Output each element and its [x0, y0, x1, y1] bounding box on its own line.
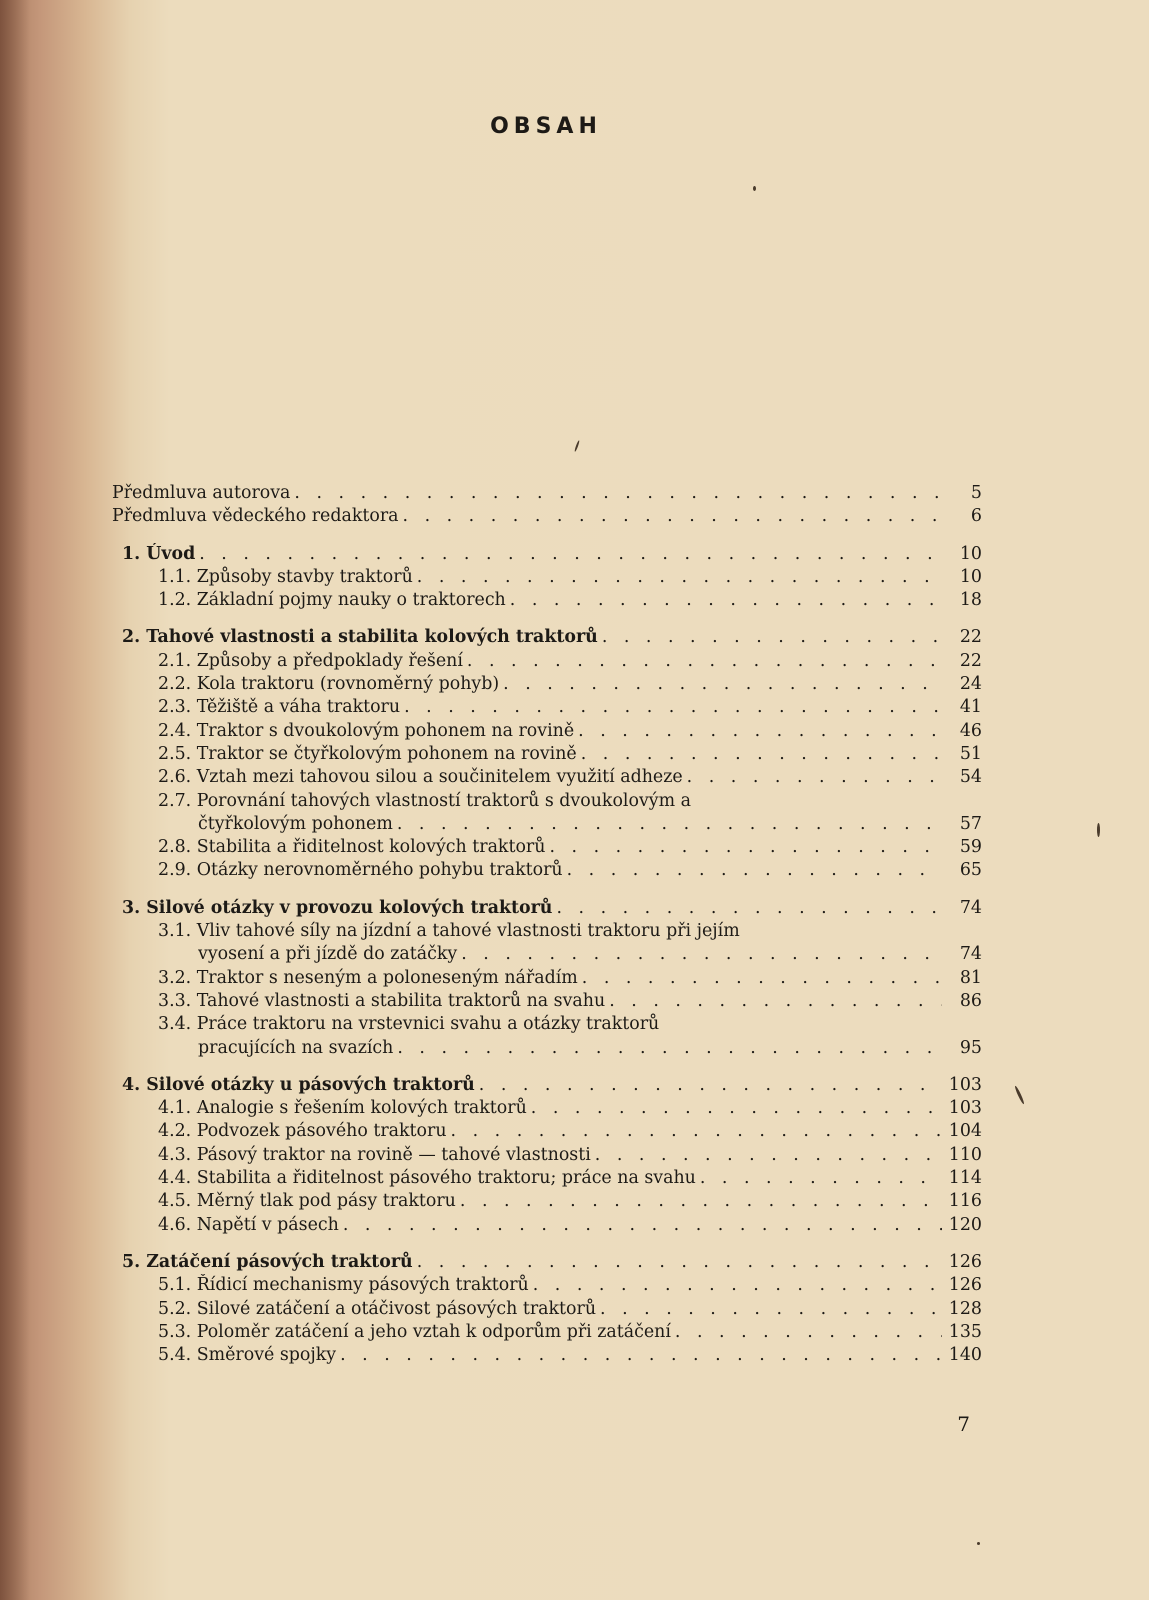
toc-page-number: 126 — [948, 1275, 982, 1296]
toc-page-number: 103 — [948, 1074, 982, 1095]
dot-leader — [393, 813, 942, 836]
dot-leader — [577, 743, 942, 766]
toc-entry — [112, 1167, 982, 1190]
paper-speck — [753, 186, 756, 191]
section-gap — [112, 883, 982, 897]
toc-entry-title: 4. Silové otázky u pásových traktorů — [122, 1074, 475, 1095]
dot-leader — [336, 1344, 942, 1367]
dot-leader — [400, 696, 942, 719]
toc-entry — [112, 1214, 982, 1237]
toc-entry-title: 5.4. Směrové spojky — [158, 1345, 337, 1366]
toc-page-number: 57 — [959, 813, 982, 834]
dot-leader — [339, 1214, 942, 1237]
toc-entry — [112, 943, 982, 966]
dot-leader — [447, 1120, 942, 1143]
toc-page-number: 41 — [959, 697, 982, 718]
toc-page-number: 5 — [970, 483, 982, 503]
toc-page-number: 103 — [948, 1098, 982, 1119]
paper-speck — [574, 440, 580, 452]
dot-leader — [596, 1298, 942, 1321]
toc-entry-title: pracujících na svazích — [198, 1037, 394, 1058]
toc-chapter-entry — [112, 1251, 982, 1274]
toc-entry-title: 2.6. Vztah mezi tahovou silou a součinitelem využití adheze — [158, 767, 683, 788]
paper-speck — [977, 1542, 980, 1545]
toc-entry-title: 3. Silové otázky v provozu kolových traktorů — [122, 897, 553, 918]
toc-entry-title: 2.1. Způsoby a předpoklady řešení — [158, 650, 463, 671]
toc-entry-title: 2.3. Těžiště a váha traktoru — [158, 697, 401, 718]
dot-leader — [574, 720, 942, 743]
toc-entry — [112, 859, 982, 882]
page-title: OBSAH — [490, 114, 602, 139]
toc-page-number: 74 — [959, 897, 982, 918]
dot-leader — [463, 650, 942, 673]
toc-page-number: 95 — [959, 1037, 982, 1058]
dot-leader — [393, 1037, 942, 1060]
dot-leader — [696, 1167, 942, 1190]
toc-entry — [112, 1321, 982, 1344]
toc-entry — [112, 696, 982, 719]
toc-entry — [112, 920, 982, 943]
toc-entry-title: 5.1. Řídicí mechanismy pásových traktorů — [158, 1275, 529, 1296]
paper-speck — [1014, 1085, 1025, 1104]
dot-leader — [456, 1190, 942, 1213]
section-gap — [112, 529, 982, 543]
section-gap — [112, 612, 982, 626]
toc-page-number: 110 — [948, 1144, 982, 1165]
table-of-contents — [112, 482, 982, 1367]
toc-entry-title: 1.1. Způsoby stavby traktorů — [158, 566, 413, 587]
toc-entry — [112, 482, 982, 505]
toc-page-number: 135 — [948, 1321, 982, 1342]
toc-entry-title: 3.1. Vliv tahové síly na jízdní a tahové vlastnosti traktoru při jejím — [158, 921, 740, 942]
dot-leader — [413, 1251, 942, 1274]
section-gap — [112, 1060, 982, 1074]
toc-entry-title: 3.4. Práce traktoru na vrstevnici svahu a otázky traktorů — [158, 1014, 660, 1035]
toc-chapter-entry — [112, 543, 982, 566]
toc-page-number: 104 — [948, 1121, 982, 1142]
toc-page-number: 10 — [959, 543, 982, 564]
dot-leader — [475, 1074, 942, 1097]
toc-entry-title: 2.8. Stabilita a řiditelnost kolových traktorů — [158, 837, 546, 858]
dot-leader — [499, 673, 942, 696]
toc-entry-title: 3.2. Traktor s neseným a poloneseným nářadím — [158, 967, 578, 988]
toc-entry — [112, 836, 982, 859]
toc-page-number: 22 — [959, 650, 982, 671]
toc-page-number: 6 — [970, 506, 982, 527]
toc-entry — [112, 743, 982, 766]
toc-page-number: 140 — [948, 1345, 982, 1366]
toc-chapter-entry — [112, 897, 982, 920]
toc-page-number: 120 — [948, 1214, 982, 1235]
dot-leader — [506, 589, 942, 612]
page-number: 7 — [957, 1412, 970, 1436]
toc-page-number: 128 — [948, 1298, 982, 1319]
dot-leader — [671, 1321, 942, 1344]
toc-page-number: 114 — [948, 1168, 982, 1189]
toc-entry-title: 2.9. Otázky nerovnoměrného pohybu traktorů — [158, 860, 563, 881]
toc-page-number: 24 — [959, 674, 982, 695]
toc-entry-title: 3.3. Tahové vlastnosti a stabilita traktorů na svahu — [158, 990, 606, 1011]
toc-entry — [112, 720, 982, 743]
toc-page-number: 126 — [948, 1251, 982, 1272]
toc-entry-title: 2.4. Traktor s dvoukolovým pohonem na rovině — [158, 720, 575, 741]
toc-entry-title: vyosení a při jízdě do zatáčky — [198, 944, 458, 965]
dot-leader — [552, 897, 942, 920]
toc-chapter-entry — [112, 626, 982, 649]
dot-leader — [457, 943, 942, 966]
toc-entry — [112, 1344, 982, 1367]
toc-page-number: 10 — [959, 566, 982, 587]
toc-entry-title: 2.7. Porovnání tahových vlastností traktorů s dvoukolovým a — [158, 790, 691, 811]
toc-entry-title: Předmluva autorova — [112, 483, 291, 503]
toc-entry — [112, 1013, 982, 1036]
toc-page-number: 46 — [959, 720, 982, 741]
toc-entry — [112, 1037, 982, 1060]
toc-entry-title: čtyřkolovým pohonem — [198, 813, 393, 834]
toc-entry-title: 1. Úvod — [122, 543, 196, 564]
toc-entry — [112, 766, 982, 789]
dot-leader — [527, 1097, 942, 1120]
toc-entry — [112, 589, 982, 612]
toc-entry — [112, 790, 982, 813]
toc-page-number: 81 — [959, 967, 982, 988]
toc-entry — [112, 566, 982, 589]
toc-entry-title: 2.2. Kola traktoru (rovnoměrný pohyb) — [158, 674, 500, 695]
toc-page-number: 54 — [959, 767, 982, 788]
toc-page-number: 74 — [959, 944, 982, 965]
toc-entry-title: 4.3. Pásový traktor na rovině — tahové vlastnosti — [158, 1144, 591, 1165]
dot-leader — [563, 859, 942, 882]
toc-entry — [112, 990, 982, 1013]
dot-leader — [413, 566, 942, 589]
toc-entry-title: 4.4. Stabilita a řiditelnost pásového traktoru; práce na svahu — [158, 1168, 696, 1189]
dot-leader — [399, 505, 942, 528]
dot-leader — [195, 543, 942, 566]
toc-entry — [112, 650, 982, 673]
toc-entry-title: 5.2. Silové zatáčení a otáčivost pásových traktorů — [158, 1298, 597, 1319]
toc-entry-title: 4.1. Analogie s řešením kolových traktorů — [158, 1098, 527, 1119]
toc-entry — [112, 1144, 982, 1167]
toc-entry — [112, 1190, 982, 1213]
toc-entry — [112, 967, 982, 990]
dot-leader — [598, 626, 942, 649]
toc-entry-title: 4.6. Napětí v pásech — [158, 1214, 339, 1235]
toc-entry-title: 2. Tahové vlastnosti a stabilita kolových traktorů — [122, 627, 598, 648]
dot-leader — [545, 836, 942, 859]
toc-entry — [112, 1097, 982, 1120]
toc-entry-title: 4.2. Podvozek pásového traktoru — [158, 1121, 447, 1142]
dot-leader — [578, 967, 942, 990]
toc-page-number: 65 — [959, 860, 982, 881]
toc-entry — [112, 1274, 982, 1297]
toc-page-number: 22 — [959, 627, 982, 648]
toc-page-number: 116 — [948, 1191, 982, 1212]
toc-entry-title: 4.5. Měrný tlak pod pásy traktoru — [158, 1191, 456, 1212]
spine-shadow — [0, 0, 30, 1600]
toc-page-number: 18 — [959, 590, 982, 611]
dot-leader — [529, 1274, 942, 1297]
toc-entry-title: 2.5. Traktor se čtyřkolovým pohonem na rovině — [158, 743, 577, 764]
dot-leader — [683, 766, 942, 789]
toc-entry-title: Předmluva vědeckého redaktora — [112, 506, 399, 527]
toc-page-number: 59 — [959, 837, 982, 858]
toc-entry — [112, 505, 982, 528]
toc-chapter-entry — [112, 1074, 982, 1097]
dot-leader — [591, 1144, 942, 1167]
toc-entry-title: 5. Zatáčení pásových traktorů — [122, 1251, 413, 1272]
toc-entry — [112, 813, 982, 836]
section-gap — [112, 1237, 982, 1251]
dot-leader — [605, 990, 942, 1013]
toc-entry-title: 5.3. Poloměr zatáčení a jeho vztah k odporům při zatáčení — [158, 1321, 671, 1342]
toc-page-number: 51 — [959, 743, 982, 764]
toc-entry — [112, 1298, 982, 1321]
toc-entry — [112, 1120, 982, 1143]
toc-page-number: 86 — [959, 990, 982, 1011]
dot-leader — [290, 482, 942, 505]
toc-entry-title: 1.2. Základní pojmy nauky o traktorech — [158, 590, 506, 611]
paper-speck — [1097, 823, 1100, 837]
toc-entry — [112, 673, 982, 696]
